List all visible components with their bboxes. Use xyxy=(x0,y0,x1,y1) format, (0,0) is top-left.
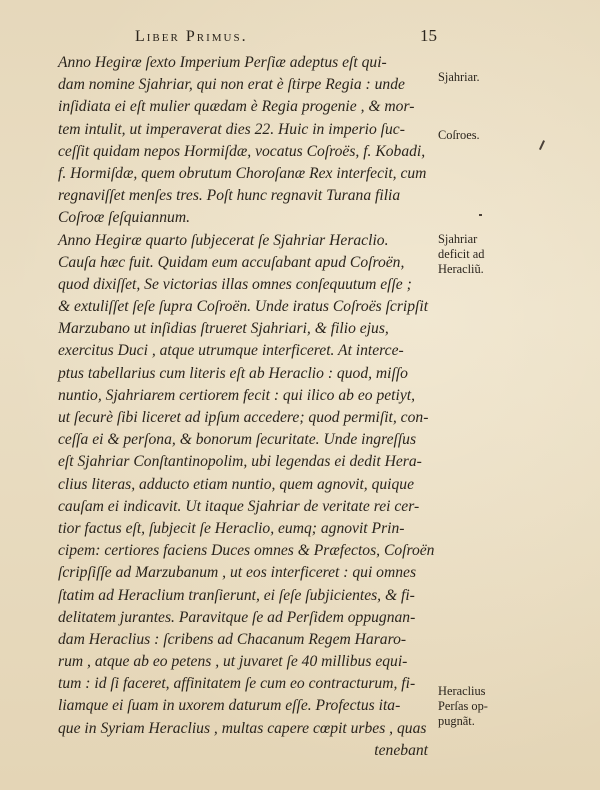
text-line: regnaviſſet menſes tres. Poſt hunc regnavit Turana filia xyxy=(58,187,401,205)
ink-mark xyxy=(539,140,545,150)
text-line: tem intulit, ut imperaverat dies 22. Huic in imperio ſuc- xyxy=(58,120,405,138)
text-line: Cauſa hæc fuit. Quidam eum accuſabant apud Coſroën, xyxy=(58,253,405,271)
text-line: & extuliſſet ſeſe ſupra Coſroën. Unde iratus Coſroës ſcripſit xyxy=(58,298,429,316)
margin-note-line: Heracliũ. xyxy=(438,262,484,276)
margin-note-cosroes xyxy=(438,128,528,143)
text-line: exercitus Duci , atque utrumque interficeret. At interce- xyxy=(58,342,404,360)
text-line: delitatem jurantes. Paravitque ſe ad Perſidem oppugnan- xyxy=(58,608,416,626)
page-number: 15 xyxy=(420,26,437,45)
margin-note-sjahriar xyxy=(438,70,528,85)
text-line: clius literas, adducto etiam nuntio, quem agnovit, quique xyxy=(58,475,415,493)
text-line: dam nomine Sjahriar, qui non erat è ſtirpe Regia : unde xyxy=(58,76,405,94)
text-line: Coſroæ ſeſquiannum. xyxy=(58,209,190,227)
margin-note-line: Sjahriar. xyxy=(438,70,480,84)
text-line: tenebant xyxy=(374,741,428,759)
text-line: ptus tabellarius cum literis eſt ab Heraclio : quod, miſſo xyxy=(58,364,408,382)
margin-note-heraclius xyxy=(438,684,528,729)
margin-note-line: Heraclius xyxy=(438,684,486,698)
text-line: ſcripſiſſe ad Marzubanum , ut eos interficeret : qui omnes xyxy=(58,564,417,582)
ink-mark xyxy=(479,214,482,216)
text-line: Marzubano ut inſidias ſtrueret Sjahriari, & filio ejus, xyxy=(58,320,389,338)
text-line: cipem: certiores faciens Duces omnes & Præfectos, Coſroën xyxy=(58,542,435,560)
text-line: f. Hormiſdæ, quem obrutum Choroſanæ Rex interfecit, cum xyxy=(58,164,427,182)
text-line: ceſſa ei & perſona, & bonorum ſecuritate. Unde ingreſſus xyxy=(58,431,417,449)
text-line: nuntio, Sjahriarem certiorem fecit : qui ilico ab eo petiyt, xyxy=(58,386,415,404)
text-line: rum , atque ab eo petens , ut juvaret ſe 40 millibus equi- xyxy=(58,653,408,671)
text-line: dam Heraclius : ſcribens ad Chacanum Regem Hararo- xyxy=(58,630,407,648)
text-line: ſtatim ad Heraclium tranſierunt, ei ſeſe ſubjicientes, & fi- xyxy=(58,586,415,604)
running-head xyxy=(0,28,600,48)
margin-note-line: Sjahriar xyxy=(438,232,478,246)
text-line: quod dixiſſet, Se victorias illas omnes conſequutum eſſe ; xyxy=(58,275,412,293)
text-line: tum : id ſi faceret, affinitatem ſe cum eo contracturum, fi- xyxy=(58,675,416,693)
margin-note-sjahriar-deficit xyxy=(438,232,528,277)
text-line: Anno Hegiræ ſexto Imperium Perſiæ adeptus eſt qui- xyxy=(58,54,387,71)
text-line: cauſam ei indicavit. Ut itaque Sjahriar de veritate rei cer- xyxy=(58,497,420,515)
text-line: tior factus eſt, ſubjecit ſe Heraclio, eumq; agnovit Prin- xyxy=(58,519,405,537)
margin-note-line: Perſas op- xyxy=(438,699,488,713)
body-text xyxy=(58,52,438,762)
text-line: liamque ei ſuam in uxorem daturum eſſe. Profectus ita- xyxy=(58,697,401,715)
text-line: eſt Sjahriar Conſtantinopolim, ubi legendas ei dedit Hera- xyxy=(58,453,422,471)
text-line: Anno Hegiræ quarto ſubjecerat ſe Sjahriar Heraclio. xyxy=(58,231,389,249)
text-line: inſidiata ei eſt mulier quædam è Regia progenie , & mor- xyxy=(58,98,415,116)
running-title: Liber Primus. xyxy=(135,28,248,45)
text-line: ut ſecurè ſibi liceret ad ipſum accedere; quod permiſit, con- xyxy=(58,409,429,426)
margin-note-line: deficit ad xyxy=(438,247,485,261)
text-line: ceſſit quidam nepos Hormiſdæ, vocatus Coſroës, f. Kobadi, xyxy=(58,142,426,160)
text-line: que in Syriam Heraclius , multas capere cœpit urbes , quas xyxy=(58,719,427,737)
margin-note-line: Coſroes. xyxy=(438,128,480,142)
margin-note-line: pugnãt. xyxy=(438,714,475,728)
